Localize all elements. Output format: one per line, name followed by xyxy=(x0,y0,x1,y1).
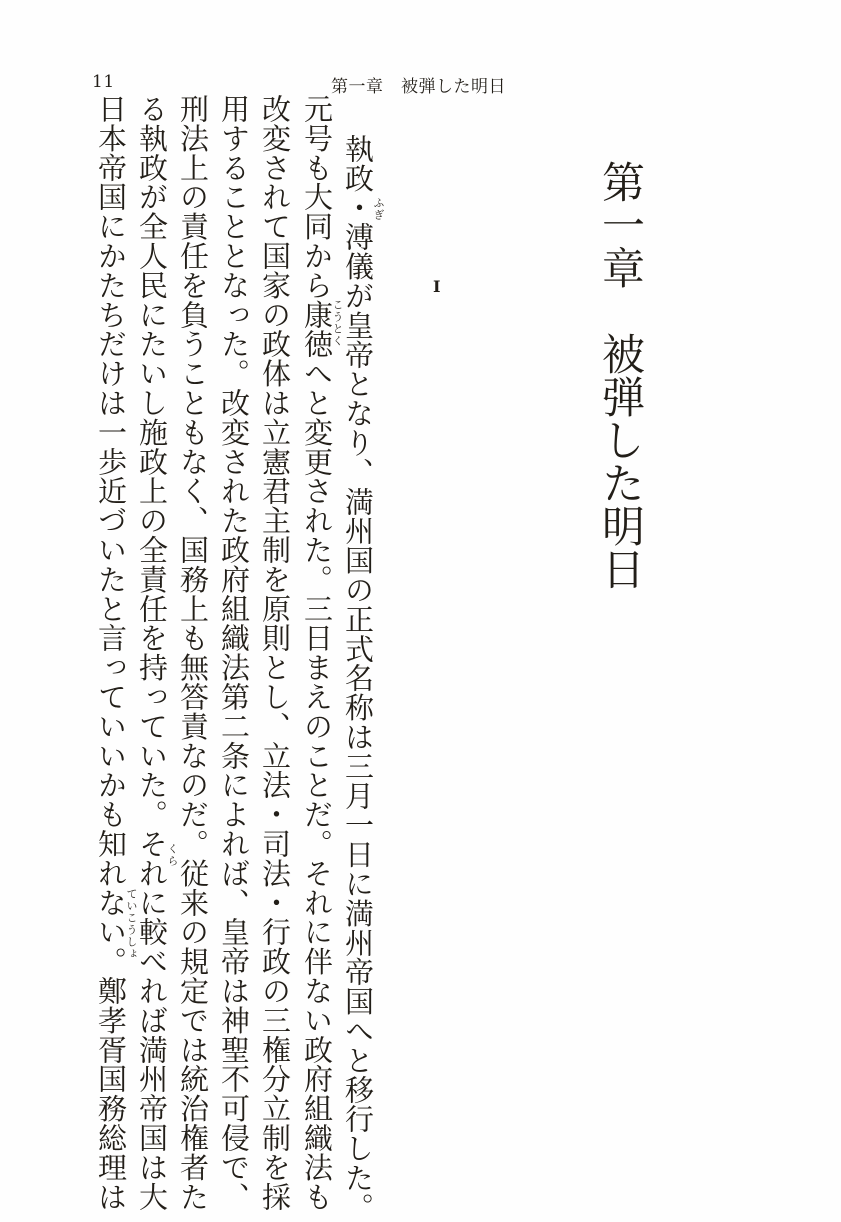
running-head: 第一章 被弾した明日 xyxy=(331,77,506,97)
body-line: 刑法上の責任を負うこともなく、国務上も無答責なのだ。従来の規定では統治権者た xyxy=(176,94,210,1212)
body-line: 用することとなった。改変された政府組織法第二条によれば、皇帝は神聖不可侵で、 xyxy=(217,94,251,1212)
ruby-teikousho: ていこうしょ xyxy=(125,888,138,960)
ruby-koutoku: こうとく xyxy=(331,299,344,347)
ruby-fugi: ふぎ xyxy=(372,197,385,221)
body-line: 日本帝国にかたちだけは一歩近づいたと言っていいかも知れない。鄭孝胥国務総理は xyxy=(94,94,128,1212)
body-line: る執政が全人民にたいし施政上の全責任を持っていた。それに較べれば満州帝国は大 xyxy=(135,94,169,1212)
chapter-title: 第一章 被弾した明日 xyxy=(595,160,645,590)
body-line: 執政・溥儀が皇帝となり、満州国の正式名称は三月一日に満州帝国へと移行した。 xyxy=(341,134,375,1222)
page-number: 11 xyxy=(92,72,115,92)
section-number: I xyxy=(433,277,441,296)
body-line: 改変されて国家の政体は立憲君主制を原則とし、立法・司法・行政の三権分立制を採 xyxy=(258,94,292,1212)
body-line: 元号も大同から康徳へと変更された。三日まえのことだ。それに伴ない政府組織法も xyxy=(300,94,334,1212)
ruby-kura: くら xyxy=(166,843,179,867)
